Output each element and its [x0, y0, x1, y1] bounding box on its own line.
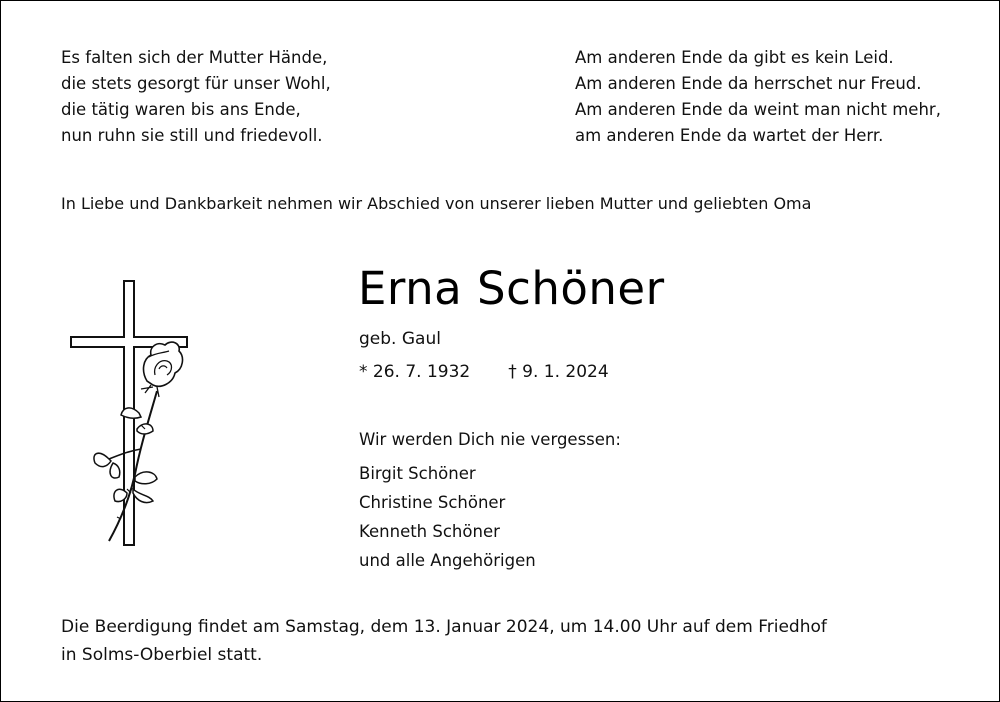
poem-left — [61, 45, 331, 149]
poem-left-line: nun ruhn sie still und friedevoll. — [61, 126, 323, 145]
poem-right-line: Am anderen Ende da herrschet nur Freud. — [575, 74, 922, 93]
born-name: geb. Gaul — [359, 329, 441, 349]
life-dates — [359, 359, 609, 385]
mourner-name: und alle Angehörigen — [359, 551, 536, 570]
mourner-name: Kenneth Schöner — [359, 522, 500, 541]
funeral-line: Die Beerdigung findet am Samstag, dem 13. Januar 2024, um 14.00 Uhr auf dem Friedhof — [61, 617, 827, 637]
poem-left-line: die tätig waren bis ans Ende, — [61, 100, 301, 119]
funeral-line: in Solms-Oberbiel statt. — [61, 645, 263, 665]
mourners-list — [359, 459, 536, 575]
poem-right — [575, 45, 941, 149]
poem-left-line: die stets gesorgt für unser Wohl, — [61, 74, 331, 93]
mourners-heading: Wir werden Dich nie vergessen: — [359, 430, 621, 449]
intro-text: In Liebe und Dankbarkeit nehmen wir Abschied von unserer lieben Mutter und geliebten Oma — [61, 194, 812, 213]
deceased-name: Erna Schöner — [358, 262, 665, 315]
death-date: † 9. 1. 2024 — [508, 362, 609, 382]
cross-with-rose-icon — [61, 279, 201, 551]
birth-date: * 26. 7. 1932 — [359, 362, 471, 382]
mourner-name: Christine Schöner — [359, 493, 506, 512]
poem-right-line: Am anderen Ende da weint man nicht mehr, — [575, 100, 941, 119]
poem-left-line: Es falten sich der Mutter Hände, — [61, 48, 328, 67]
funeral-notice — [61, 613, 827, 669]
mourner-name: Birgit Schöner — [359, 464, 476, 483]
poem-right-line: am anderen Ende da wartet der Herr. — [575, 126, 884, 145]
poem-right-line: Am anderen Ende da gibt es kein Leid. — [575, 48, 894, 67]
